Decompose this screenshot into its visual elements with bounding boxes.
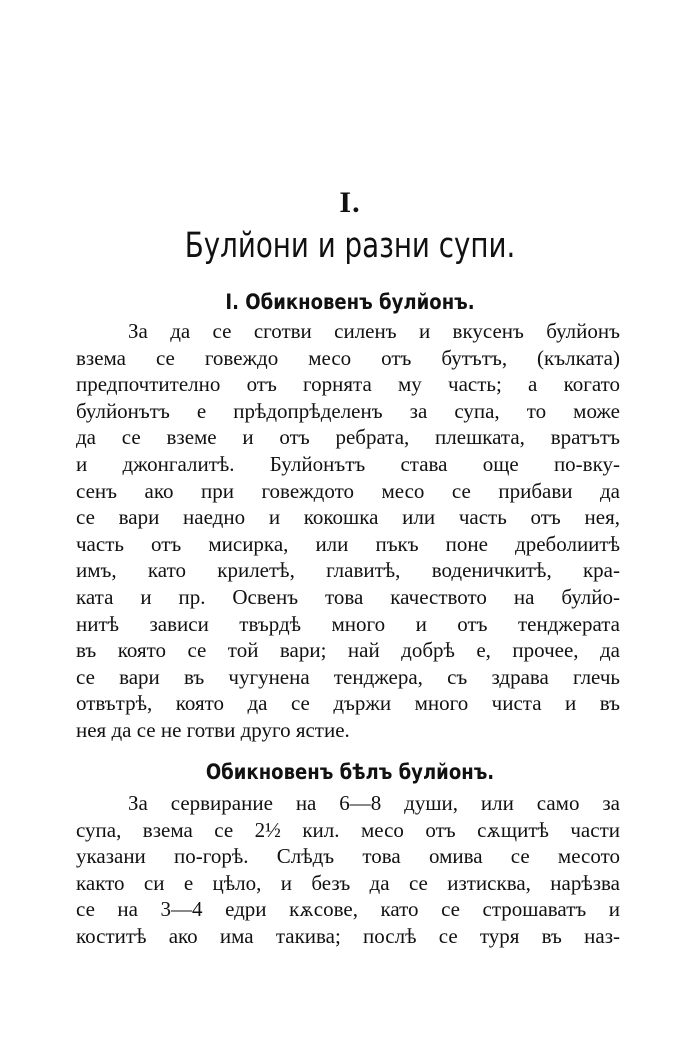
text-line: отвътрѣ, която да се държи много чиста и въ bbox=[76, 691, 620, 716]
text-line: коститѣ ако има такива; послѣ се туря въ наз- bbox=[76, 923, 620, 948]
paragraph bbox=[76, 790, 620, 950]
text-line: ката и пр. Освенъ това качеството на булйо- bbox=[76, 584, 620, 609]
text-line: да се вземе и отъ ребрата, плешката, вратътъ bbox=[76, 425, 620, 450]
text-line: предпочтително отъ горнята му часть; а когато bbox=[76, 372, 620, 397]
text-line: За сервирание на 6—8 души, или само за bbox=[128, 791, 620, 815]
text-line: нея да се не готви друго ястие. bbox=[76, 717, 350, 742]
section-heading: Обикновенъ бѣлъ булйонъ. bbox=[205, 760, 495, 784]
text-line: и джонгалитѣ. Булйонътъ става още по-вку- bbox=[76, 451, 620, 476]
paragraph bbox=[76, 318, 620, 744]
text-line: се вари наедно и кокошка или часть отъ нея, bbox=[76, 505, 620, 530]
text-line: се на 3—4 едри кѫсове, като се строшаватъ и bbox=[76, 897, 620, 922]
chapter-title: Булйони и разни супи. bbox=[184, 226, 516, 266]
section-heading: I. Обикновенъ булйонъ. bbox=[225, 290, 475, 314]
text-line: булйонътъ е прѣдопрѣделенъ за супа, то може bbox=[76, 398, 620, 423]
text-line: взема се говеждо месо отъ бутътъ, (кълката) bbox=[76, 345, 620, 370]
text-line: нитѣ зависи твърдѣ много и отъ тенджерата bbox=[76, 611, 620, 636]
text-line: сенъ ако при говеждото месо се прибави да bbox=[76, 478, 620, 503]
text-line: се вари въ чугунена тенджера, съ здрава глечь bbox=[76, 664, 620, 689]
text-line: въ която се той вари; най добрѣ е, прочее, да bbox=[76, 638, 620, 663]
text-line: супа, взема се 2½ кил. месо отъ сѫщитѣ части bbox=[76, 817, 620, 842]
text-line: имъ, като крилетѣ, главитѣ, воденичкитѣ, кра- bbox=[76, 558, 620, 583]
text-line: указани по-горѣ. Слѣдъ това омива се месото bbox=[76, 844, 620, 869]
chapter-number: I. bbox=[339, 186, 361, 219]
text-line: За да се сготви силенъ и вкусенъ булйонъ bbox=[128, 319, 620, 343]
text-line: както си е цѣло, и безъ да се изтисква, нарѣзва bbox=[76, 870, 620, 895]
text-line: часть отъ мисирка, или пъкъ поне дреболиитѣ bbox=[76, 531, 620, 556]
